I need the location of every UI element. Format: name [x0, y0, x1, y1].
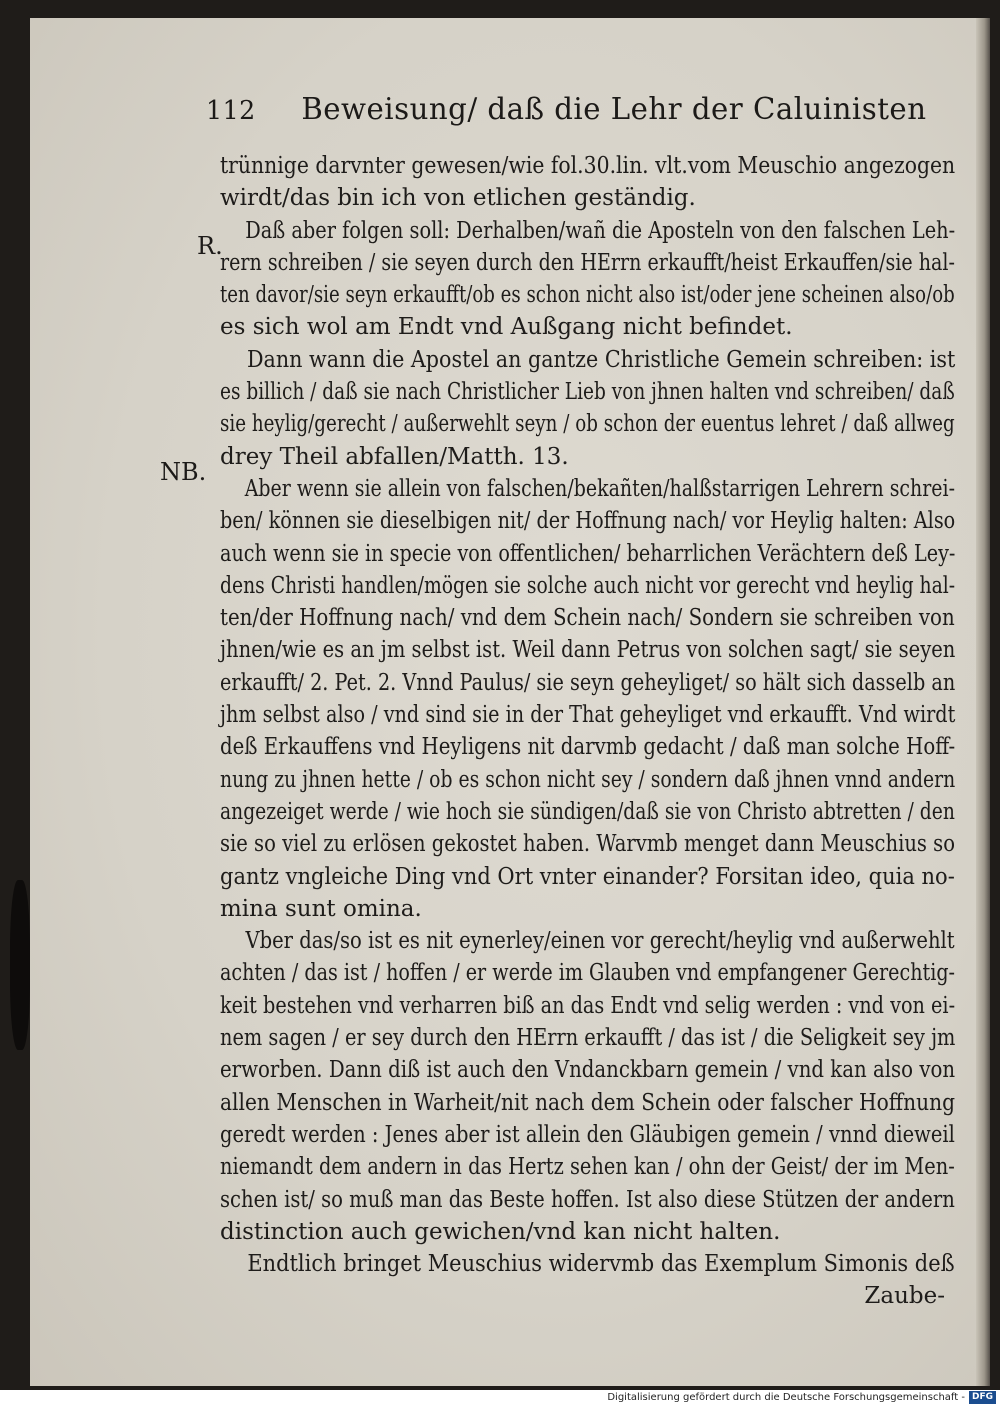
scan-edge-shadow [10, 880, 30, 1050]
text-line: trünnige darvnter gewesen/wie fol.30.lin. vlt.vom Meuschio angezogen [220, 153, 956, 179]
text-line: ten davor/sie seyn erkaufft/ob es schon nicht also ist/oder jene scheinen also/ob [220, 282, 955, 309]
text-line: es sich wol am Endt vnd Außgang nicht befindet. [220, 314, 793, 341]
text-line: rern schreiben / sie seyen durch den HErrn erkaufft/heist Erkauffen/sie hal- [220, 249, 955, 276]
text-line: dens Christi handlen/mögen sie solche auch nicht vor gerecht vnd heylig hal- [220, 572, 956, 599]
body-text [220, 150, 955, 1313]
paragraph-start: Dann wann die Apostel an gantze Christliche Gemein schreiben: ist [246, 346, 956, 373]
marginal-note-r: R. [197, 232, 223, 260]
text-line: niemandt dem andern in das Hertz sehen kan / ohn der Geist/ der im Men- [220, 1154, 955, 1181]
page-edge [976, 18, 990, 1386]
text-line: keit bestehen vnd verharren biß an das Endt vnd selig werden : vnd von ei- [220, 992, 956, 1019]
text-line: erworben. Dann diß ist auch den Vndanckbarn gemein / vnd kan also von [220, 1057, 956, 1084]
page-number: 112 [206, 96, 256, 126]
running-title: Beweisung/ daß die Lehr der Caluinisten [301, 92, 927, 127]
funding-credit: Digitalisierung gefördert durch die Deutsche Forschungsgemeinschaft - [607, 1392, 965, 1403]
text-line: jhnen/wie es an jm selbst ist. Weil dann Petrus von solchen sagt/ sie seyen [220, 637, 956, 664]
marginal-note-nb: NB. [160, 458, 207, 486]
paragraph-start: Aber wenn sie allein von falschen/bekañten/halßstarrigen Lehrern schrei- [244, 475, 955, 502]
text-line: mina sunt omina. [220, 895, 422, 922]
text-line: sie heylig/gerecht / außerwehlt seyn / ob schon der euentus lehret / daß allweg [220, 411, 955, 438]
text-line: nung zu jhnen hette / ob es schon nicht sey / sondern daß jhnen vnnd andern [220, 766, 956, 793]
text-line: drey Theil abfallen/Matth. 13. [220, 443, 569, 470]
text-line: ten/der Hoffnung nach/ vnd dem Schein nach/ Sondern sie schreiben von [220, 605, 955, 632]
text-line: gantz vngleiche Ding vnd Ort vnter einander? Forsitan ideo, quia no- [220, 863, 955, 890]
text-line: es billich / daß sie nach Christlicher Lieb von jhnen halten vnd schreiben/ daß [220, 379, 955, 406]
page-header [206, 92, 927, 127]
text-line: nem sagen / er sey durch den HErrn erkaufft / das ist / die Seligkeit sey jm [220, 1025, 956, 1052]
paragraph-start: Endtlich bringet Meuschius widervmb das Exemplum Simonis deß [247, 1251, 955, 1278]
digitization-footer [0, 1390, 1000, 1407]
text-line: allen Menschen in Warheit/nit nach dem Schein oder falscher Hoffnung [220, 1089, 956, 1116]
text-line: jhm selbst also / vnd sind sie in der That geheyliget vnd erkaufft. Vnd wirdt [220, 702, 956, 729]
text-line: angezeiget werde / wie hoch sie sündigen/daß sie von Christo abtretten / den [220, 798, 955, 825]
text-line: erkaufft/ 2. Pet. 2. Vnnd Paulus/ sie seyn geheyliget/ so hält sich dasselb an [220, 669, 956, 696]
paragraph-start: Daß aber folgen soll: Derhalben/wañ die Aposteln von den falschen Leh- [245, 217, 956, 244]
text-line: sie so viel zu erlösen gekostet haben. Warvmb menget dann Meuschius so [220, 831, 955, 858]
dfg-logo: DFG [969, 1391, 996, 1404]
text-line: geredt werden : Jenes aber ist allein den Gläubigen gemein / vnnd dieweil [220, 1121, 955, 1148]
text-line: achten / das ist / hoffen / er werde im Glauben vnd empfangener Gerechtig- [220, 960, 956, 987]
text-line: distinction auch gewichen/vnd kan nicht halten. [220, 1218, 781, 1245]
text-line: auch wenn sie in specie von offentlichen/ beharrlichen Verächtern deß Ley- [220, 540, 956, 567]
paragraph-start: Vber das/so ist es nit eynerley/einen vor gerecht/heylig vnd außerwehlt [245, 928, 955, 955]
text-line: ben/ können sie dieselbigen nit/ der Hoffnung nach/ vor Heylig halten: Also [220, 508, 956, 535]
text-line: deß Erkauffens vnd Heyligens nit darvmb gedacht / daß man solche Hoff- [220, 734, 956, 761]
text-line: schen ist/ so muß man das Beste hoffen. Ist also diese Stützen der andern [220, 1186, 955, 1213]
text-line: wirdt/das bin ich von etlichen geständig. [220, 185, 696, 212]
catchword: Zaube- [864, 1283, 945, 1310]
